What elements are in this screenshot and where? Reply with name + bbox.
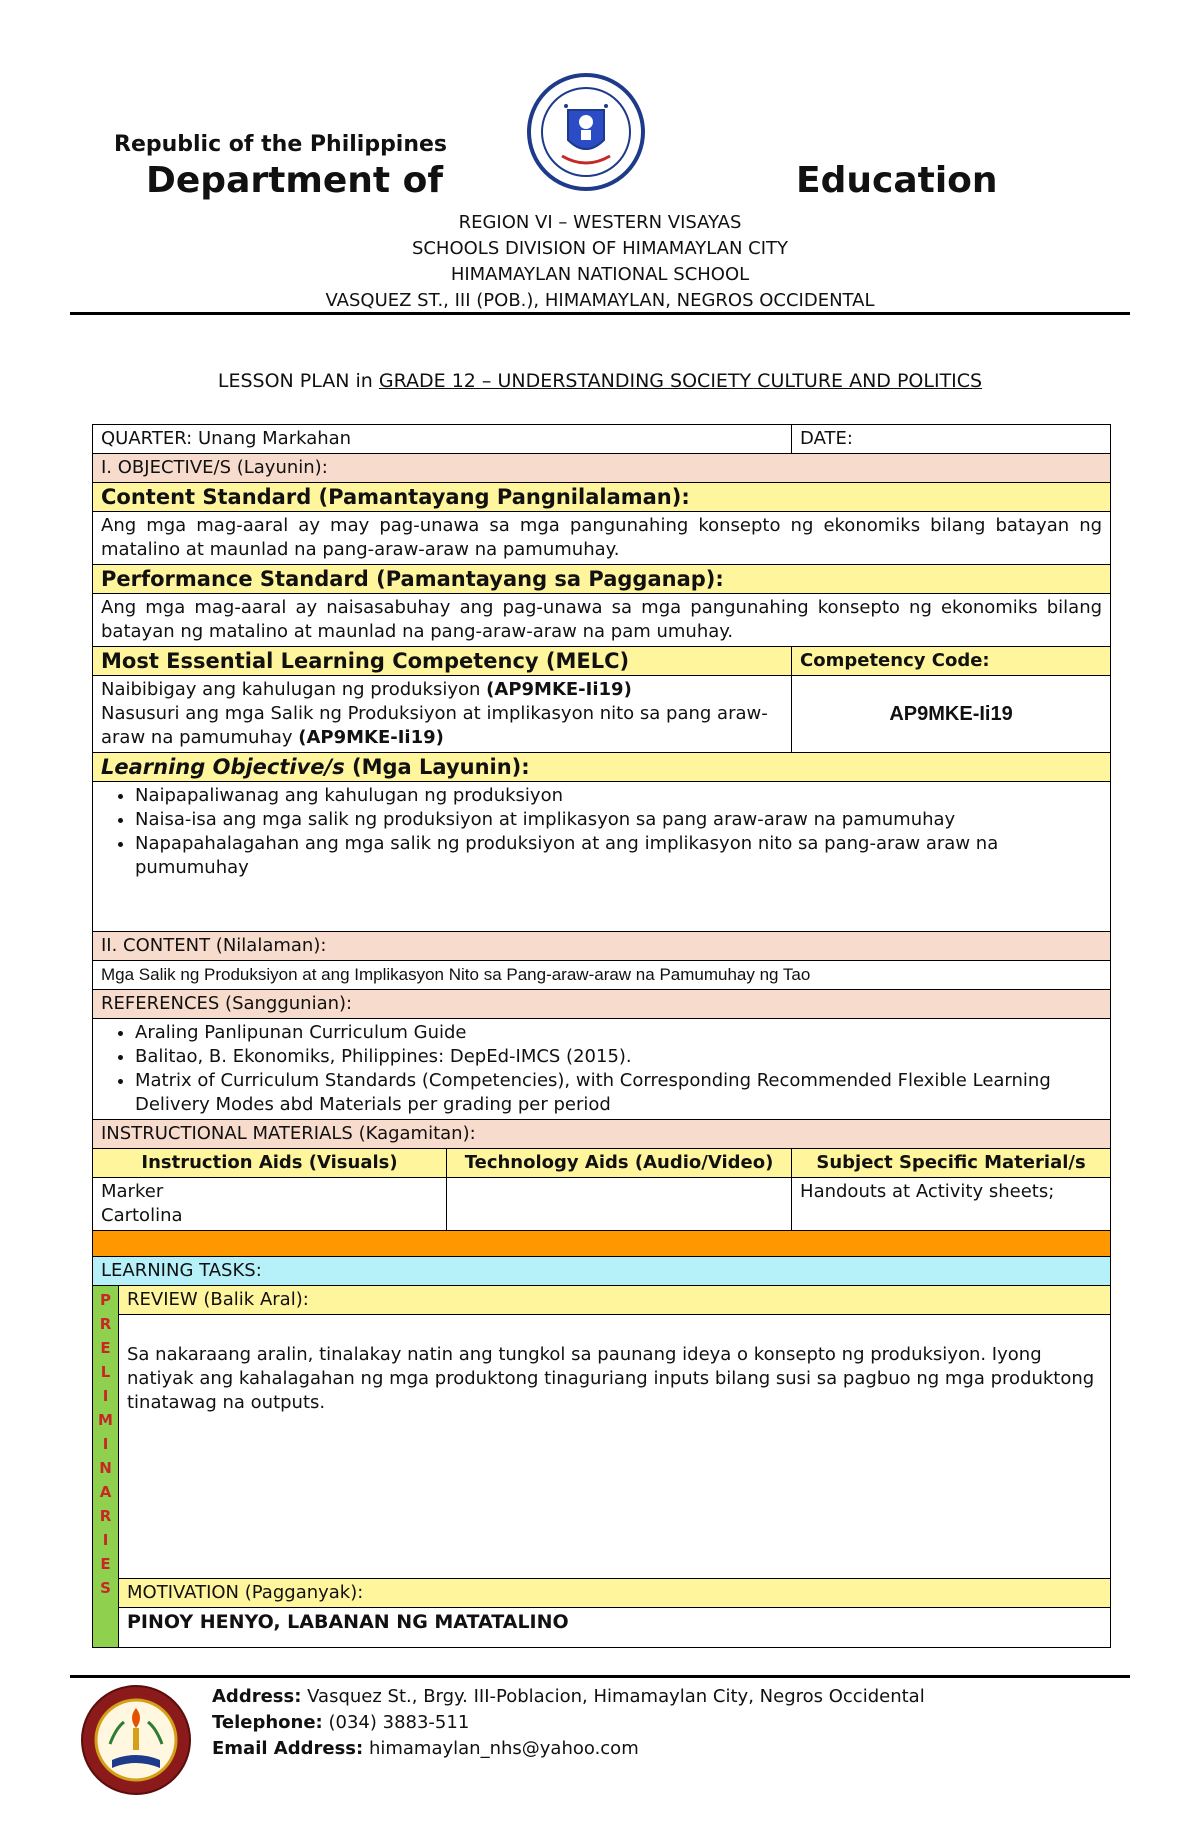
learning-objectives-heading-rest: (Mga Layunin): [344, 755, 530, 779]
melc-line-2-code: (AP9MKE-Ii19) [298, 727, 444, 748]
email-value[interactable]: himamaylan_nhs@yahoo.com [363, 1738, 639, 1759]
school-seal-icon [80, 1684, 192, 1796]
melc-line-1: Naibibigay ang kahulugan ng produksiyon [101, 679, 487, 700]
address-line: VASQUEZ ST., III (POB.), HIMAMAYLAN, NEGROS OCCIDENTAL [325, 290, 875, 311]
melc-line-1-code: (AP9MKE-Ii19) [486, 679, 632, 700]
region-line: REGION VI – WESTERN VISAYAS [458, 212, 742, 233]
melc-heading: Most Essential Learning Competency (MELC) [93, 647, 792, 676]
learning-objectives-list-cell [93, 782, 1111, 932]
lesson-plan-title [0, 370, 1200, 392]
footer-contact [212, 1684, 925, 1762]
vertical-letter: I [102, 1435, 109, 1453]
instruction-aid-item: Cartolina [101, 1205, 183, 1226]
title-prefix: LESSON PLAN in [217, 370, 379, 392]
vertical-letter: I [102, 1387, 109, 1405]
melc-line-2: Nasusuri ang mga Salik ng Produksiyon at implikasyon nito sa pang araw-araw na pamumuhay [101, 703, 768, 748]
review-text: Sa nakaraang aralin, tinalakay natin ang tungkol sa paunang ideya o konsepto ng produksiyon. Iyong natiyak ang kahalagahan ng mga produktong tinaguriang inputs bilang susi sa pagbuo ng mga produktong tinatawag na outputs. [119, 1315, 1111, 1579]
address-value: Vasquez St., Brgy. III-Poblacion, Himamaylan City, Negros Occidental [301, 1686, 925, 1707]
list-item: • Napapahalagahan ang mga salik ng produksiyon at ang implikasyon nito sa pang-araw araw na pumumuhay [135, 832, 1102, 880]
department-of-label: Department of [146, 160, 444, 201]
subject-materials-value: Handouts at Activity sheets; [792, 1178, 1111, 1231]
list-item: • Naipapaliwanag ang kahulugan ng produksiyon [135, 784, 1102, 808]
header-divider [70, 312, 1130, 315]
instruction-aids-value [93, 1178, 447, 1231]
vertical-letter: E [100, 1555, 111, 1573]
footer-divider [70, 1675, 1130, 1678]
education-label: Education [796, 160, 998, 201]
instruction-aids-header: Instruction Aids (Visuals) [93, 1149, 447, 1178]
learning-objectives-heading [93, 753, 1111, 782]
content-standard-heading: Content Standard (Pamantayang Pangnilalaman): [93, 483, 1111, 512]
republic-label: Republic of the Philippines [114, 132, 448, 157]
objectives-heading: I. OBJECTIVE/S (Layunin): [93, 454, 1111, 483]
vertical-letter: R [99, 1507, 112, 1525]
list-item: • Matrix of Curriculum Standards (Competencies), with Corresponding Recommended Flexible Learning Delivery Modes abd Materials per grading per period [135, 1069, 1102, 1117]
footer-email-row [212, 1736, 925, 1762]
quarter-cell: QUARTER: Unang Markahan [93, 425, 792, 454]
competency-code-value: AP9MKE-Ii19 [792, 676, 1111, 753]
learning-tasks-heading: LEARNING TASKS: [93, 1257, 1111, 1286]
list-item: • Naisa-isa ang mga salik ng produksiyon at implikasyon sa pang araw-araw na pamumuhay [135, 808, 1102, 832]
email-label: Email Address: [212, 1738, 364, 1759]
references-list [101, 1021, 1102, 1117]
orange-divider-row [93, 1231, 1111, 1257]
content-standard-text: Ang mga mag-aaral ay may pag-unawa sa mga pangunahing konsepto ng ekonomiks bilang batayan ng matalino at maunlad na pang-araw-araw na pamumuhay. [93, 512, 1111, 565]
motivation-text: PINOY HENYO, LABANAN NG MATATALINO [119, 1608, 1111, 1648]
footer-phone-row [212, 1710, 925, 1736]
instruction-aid-item: Marker [101, 1181, 164, 1202]
melc-text [93, 676, 792, 753]
vertical-letter: I [102, 1531, 109, 1549]
technology-aids-value [447, 1178, 792, 1231]
motivation-heading: MOTIVATION (Pagganyak): [119, 1579, 1111, 1608]
content-heading: II. CONTENT (Nilalaman): [93, 932, 1111, 961]
vertical-letter: N [99, 1459, 112, 1477]
title-subject: GRADE 12 – UNDERSTANDING SOCIETY CULTURE AND POLITICS [378, 370, 983, 392]
deped-seal-icon [526, 72, 646, 192]
list-item: • Balitao, B. Ekonomiks, Philippines: DepEd-IMCS (2015). [135, 1045, 1102, 1069]
division-line: SCHOOLS DIVISION OF HIMAMAYLAN CITY [411, 238, 789, 259]
references-heading: REFERENCES (Sanggunian): [93, 990, 1111, 1019]
vertical-letter: L [100, 1363, 111, 1381]
materials-heading: INSTRUCTIONAL MATERIALS (Kagamitan): [93, 1120, 1111, 1149]
vertical-letter: R [99, 1315, 112, 1333]
competency-code-heading: Competency Code: [792, 647, 1111, 676]
learning-objectives-list [101, 784, 1102, 880]
preliminaries-vertical-label [93, 1286, 119, 1648]
performance-standard-text: Ang mga mag-aaral ay naisasabuhay ang pag-unawa sa mga pangunahing konsepto ng ekonomiks bilang batayan ng matalino at maunlad na pang-araw-araw na pam umuhay. [93, 594, 1111, 647]
vertical-letter: M [98, 1411, 113, 1429]
school-line: HIMAMAYLAN NATIONAL SCHOOL [450, 264, 750, 285]
telephone-label: Telephone: [212, 1712, 323, 1733]
subject-materials-header: Subject Specific Material/s [792, 1149, 1111, 1178]
vertical-letter: A [99, 1483, 112, 1501]
references-list-cell [93, 1019, 1111, 1120]
lesson-plan-table [92, 424, 1111, 1648]
vertical-letter: S [100, 1579, 111, 1597]
review-heading: REVIEW (Balik Aral): [119, 1286, 1111, 1315]
learning-objectives-heading-italic: Learning Objective/s [101, 755, 345, 779]
vertical-letter: E [100, 1339, 111, 1357]
footer-address-row [212, 1684, 925, 1710]
header-address-block [0, 210, 1200, 314]
content-text: Mga Salik ng Produksiyon at ang Implikasyon Nito sa Pang-araw-araw na Pamumuhay ng Tao [93, 961, 1111, 990]
performance-standard-heading: Performance Standard (Pamantayang sa Pagganap): [93, 565, 1111, 594]
date-cell: DATE: [792, 425, 1111, 454]
telephone-value: (034) 3883-511 [322, 1712, 470, 1733]
technology-aids-header: Technology Aids (Audio/Video) [447, 1149, 792, 1178]
vertical-letter: P [100, 1291, 111, 1309]
list-item: • Araling Panlipunan Curriculum Guide [135, 1021, 1102, 1045]
address-label: Address: [212, 1686, 302, 1707]
